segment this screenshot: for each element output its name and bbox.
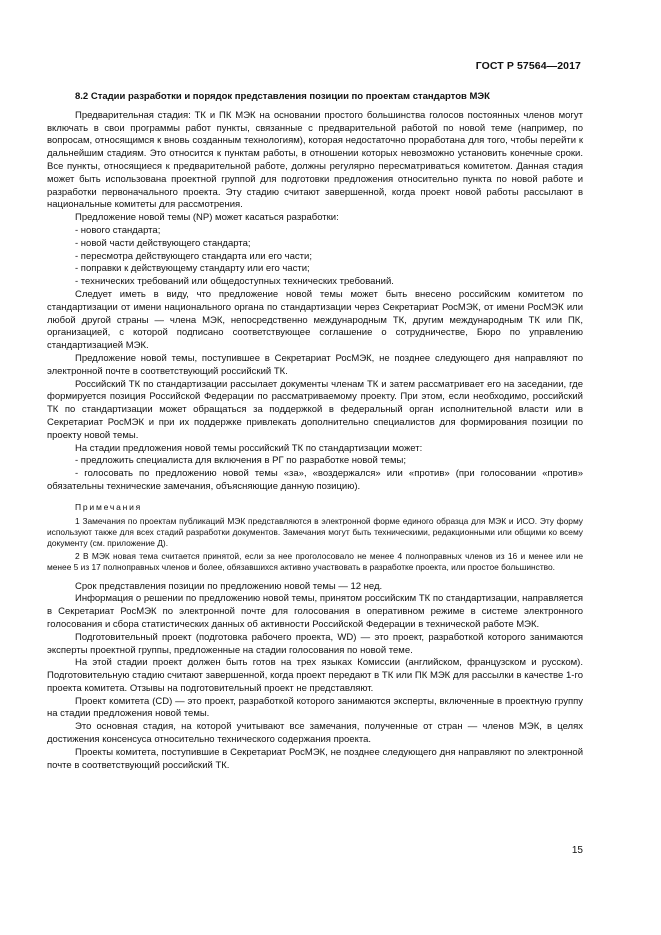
paragraph: Предложение новой темы (NP) может касаться разработки: xyxy=(75,212,339,224)
page-number: 15 xyxy=(571,845,583,856)
list-item: - голосовать по предложению новой темы «за», «воздержался» или «против» (при голосовании «против» обязательны технические замечания, объясняющие данную позицию). xyxy=(47,468,583,492)
paragraph: Проект комитета (CD) — это проект, разработкой которого занимаются эксперты, включенные в проектную группу на стадии предложения новой темы. xyxy=(47,695,583,720)
paragraph: На стадии предложения новой темы российский ТК по стандартизации может: xyxy=(75,442,423,454)
paragraph: Срок представления позиции по предложению новой темы — 12 нед. xyxy=(75,580,383,592)
list-item: - поправки к действующему стандарту или его части; xyxy=(75,263,310,275)
list-item: - нового стандарта; xyxy=(75,224,161,236)
paragraph: Подготовительный проект (подготовка рабочего проекта, WD) — это проект, разработкой которого занимаются эксперты проектной группы, предложенные на стадии голосования по новой теме. xyxy=(47,631,583,656)
paragraph: На этой стадии проект должен быть готов на трех языках Комиссии (английском, французском и русском). Подготовительную стадию считают завершенной, когда проект передают в ТК или ПК МЭК для рассылки в качестве 1-го проекта комитета. Отзывы на подготовительный проект не представляют. xyxy=(47,657,583,694)
list-item: - технических требований или общедоступных технических требований. xyxy=(75,276,394,288)
section-heading: 8.2 Стадии разработки и порядок представления позиции по проектам стандартов МЭК xyxy=(75,91,490,102)
list-item: - новой части действующего стандарта; xyxy=(75,237,251,249)
note-item: 2 В МЭК новая тема считается принятой, если за нее проголосовало не менее 4 полноправных членов из 16 и менее или не менее 5 из 17 полноправных членов и более, обязавшихся активно участвовать в разработке проекта, или простое большинство. xyxy=(47,551,583,573)
paragraph: Предварительная стадия: ТК и ПК МЭК на основании простого большинства голосов постоянных членов могут включать в свои программы работ пункты, связанные с предварительной работой по новой теме (например, по вопросам, относящимся к вновь созданным технологиям), которая недостаточно проработана для того, чтобы перейти к дальнейшим стадиям. Это относится к пунктам работы, в отношении которых невозможно установить конечные сроки. Все пункты, относящиеся к предварительной работе, должны регулярно пересматриваться комитетом. Данная стадия может быть использована проектной группой для подготовки предложения относительно пункта по новой работе и разработки первоначального проекта. Эту стадию считают завершенной, когда проект новой работы рассылают в национальные комитеты для рассмотрения. xyxy=(47,109,583,211)
list-item: - пересмотра действующего стандарта или его части; xyxy=(75,250,312,262)
page-content xyxy=(47,91,583,772)
paragraph: Следует иметь в виду, что предложение новой темы может быть внесено российским комитетом по стандартизации от имени национального органа по стандартизации через Секретариат РосМЭК, от имени РосМЭК или любой другой страны — члена МЭК, непосредственно международным ТК, другим международным ТК или ПК, организацией, с которой подписано соответствующее соглашение о сотрудничестве, Бюро по управлению стандартизацией МЭК. xyxy=(47,288,583,352)
document-code-header: ГОСТ Р 57564—2017 xyxy=(475,60,581,72)
paragraph: Предложение новой темы, поступившее в Секретариат РосМЭК, не позднее следующего дня направляют по электронной почте в соответствующий российский ТК. xyxy=(47,352,583,377)
note-item: 1 Замечания по проектам публикаций МЭК представляются в электронной форме единого образца для МЭК и ИСО. Эту форму используют также для всех стадий разработки документов. Замечания могут быть техническими, редакционными или общими ко всему документу (см. приложение Д). xyxy=(47,515,583,548)
paragraph: Российский ТК по стандартизации рассылает документы членам ТК и затем рассматривает его на заседании, где формируется позиция Российской Федерации по рассматриваемому проекту. При этом, если необходимо, российский ТК по стандартизации может обращаться за поддержкой в федеральный орган исполнительной власти или в Секретариат РосМЭК и при их поддержке привлекать дополнительно специалистов для формирования позиции по проекту новой темы. xyxy=(47,378,583,441)
list-item: - предложить специалиста для включения в РГ по разработке новой темы; xyxy=(75,455,406,467)
paragraph: Проекты комитета, поступившие в Секретариат РосМЭК, не позднее следующего дня направляют по электронной почте в соответствующий российский ТК. xyxy=(47,746,583,771)
notes-title: Примечания xyxy=(75,501,143,512)
paragraph: Это основная стадия, на которой учитывают все замечания, полученные от стран — членов МЭК, в целях достижения консенсуса относительно технического содержания проекта. xyxy=(47,721,583,746)
paragraph: Информация о решении по предложению новой темы, принятом российским ТК по стандартизации, направляется в Секретариат РосМЭК по электронной почте для голосования в оперативном режиме в системе электронного голосования и сбора статистических данных об активности Российской Федерации в технической работе МЭК. xyxy=(47,593,583,630)
